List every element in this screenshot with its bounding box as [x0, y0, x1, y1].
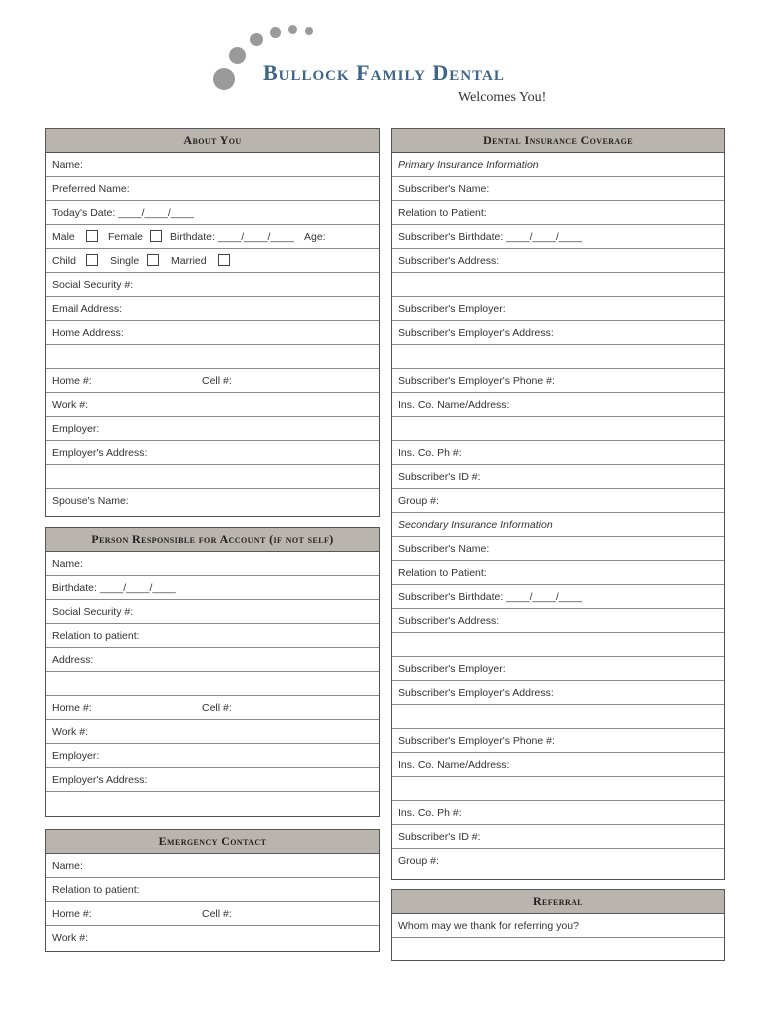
group-field[interactable] — [392, 489, 724, 513]
field-label: Group #: — [398, 495, 439, 507]
resp-employer-address-field[interactable] — [46, 768, 379, 792]
field-label: Employer: — [52, 750, 100, 762]
brand-name: Bullock Family Dental — [263, 60, 505, 85]
child-checkbox[interactable] — [86, 254, 98, 266]
field-label: Email Address: — [52, 303, 123, 315]
field-label: Relation to Patient: — [398, 567, 487, 579]
sec-subscriber-employer-phone-field[interactable] — [392, 729, 724, 753]
section-title: Dental Insurance Coverage — [392, 129, 724, 153]
ins-co-address-line2-field[interactable] — [392, 417, 724, 441]
female-label: Female — [108, 231, 144, 243]
emergency-work-phone-field[interactable] — [46, 926, 379, 950]
field-label: Subscriber's Employer's Address: — [398, 327, 554, 339]
cell-phone-field[interactable]: Cell #: — [202, 375, 232, 387]
home-phone-field[interactable]: Home #: — [52, 375, 92, 387]
section-title: About You — [46, 129, 379, 153]
employer-address-field[interactable] — [46, 441, 379, 465]
field-label: Ins. Co. Ph #: — [398, 807, 462, 819]
subscriber-employer-field[interactable] — [392, 297, 724, 321]
sec-subscriber-address-line2-field[interactable] — [392, 633, 724, 657]
spouse-name-field[interactable] — [46, 489, 379, 513]
home-address-field[interactable] — [46, 321, 379, 345]
insurance-section — [391, 128, 725, 880]
field-label: Subscriber's Birthdate: ____/____/____ — [398, 591, 583, 603]
field-label: Today's Date: ____/____/____ — [52, 207, 195, 219]
resp-cell-phone-field[interactable]: Cell #: — [202, 702, 232, 714]
field-label: Subscriber's Name: — [398, 543, 490, 555]
responsible-party-section — [45, 527, 380, 817]
sec-subscriber-name-field[interactable] — [392, 537, 724, 561]
field-label: Ins. Co. Name/Address: — [398, 759, 510, 771]
field-label: Subscriber's Employer's Phone #: — [398, 735, 555, 747]
section-title: Referral — [392, 890, 724, 914]
sec-subscriber-employer-field[interactable] — [392, 657, 724, 681]
field-label: Whom may we thank for referring you? — [398, 920, 579, 932]
sec-ins-co-name-field[interactable] — [392, 753, 724, 777]
subscriber-employer-address-field[interactable] — [392, 321, 724, 345]
name-field[interactable] — [46, 153, 379, 177]
subscriber-employer-address-line2-field[interactable] — [392, 345, 724, 369]
referral-field[interactable] — [392, 914, 724, 938]
field-label: Home Address: — [52, 327, 124, 339]
primary-insurance-heading — [392, 153, 724, 177]
relation-field[interactable] — [392, 201, 724, 225]
logo-dot — [250, 33, 263, 46]
resp-name-field[interactable] — [46, 552, 379, 576]
subscriber-address-line2-field[interactable] — [392, 273, 724, 297]
subscriber-id-field[interactable] — [392, 465, 724, 489]
logo-dot — [288, 25, 297, 34]
birthdate-field[interactable]: Birthdate: ____/____/____ — [170, 231, 294, 243]
sec-ins-co-phone-field[interactable] — [392, 801, 724, 825]
resp-ssn-field[interactable] — [46, 600, 379, 624]
field-label: Subscriber's ID #: — [398, 831, 481, 843]
field-label: Spouse's Name: — [52, 495, 129, 507]
sec-subscriber-birthdate-field[interactable] — [392, 585, 724, 609]
logo-dot — [229, 47, 246, 64]
status-row — [46, 249, 379, 273]
field-label: Subscriber's Address: — [398, 615, 500, 627]
resp-work-phone-field[interactable] — [46, 720, 379, 744]
resp-home-phone-field[interactable]: Home #: — [52, 702, 92, 714]
emergency-name-field[interactable] — [46, 854, 379, 878]
field-label: Work #: — [52, 399, 88, 411]
sec-relation-field[interactable] — [392, 561, 724, 585]
ins-co-name-field[interactable] — [392, 393, 724, 417]
field-label: Subscriber's ID #: — [398, 471, 481, 483]
emergency-contact-section — [45, 829, 380, 952]
sec-subscriber-employer-address-line2-field[interactable] — [392, 705, 724, 729]
sec-subscriber-id-field[interactable] — [392, 825, 724, 849]
male-label: Male — [52, 231, 75, 243]
field-label: Ins. Co. Ph #: — [398, 447, 462, 459]
subscriber-birthdate-field[interactable] — [392, 225, 724, 249]
referral-section — [391, 889, 725, 961]
field-label: Employer's Address: — [52, 774, 148, 786]
field-label: Subscriber's Employer's Address: — [398, 687, 554, 699]
subscriber-employer-phone-field[interactable] — [392, 369, 724, 393]
preferred-name-field[interactable] — [46, 177, 379, 201]
field-label: Ins. Co. Name/Address: — [398, 399, 510, 411]
field-label: Subscriber's Name: — [398, 183, 490, 195]
field-label: Subscriber's Birthdate: ____/____/____ — [398, 231, 583, 243]
field-label: Work #: — [52, 726, 88, 738]
married-checkbox[interactable] — [218, 254, 230, 266]
field-label: Secondary Insurance Information — [398, 519, 553, 531]
resp-birthdate-field[interactable] — [46, 576, 379, 600]
gender-birthdate-row — [46, 225, 379, 249]
field-label: Social Security #: — [52, 606, 134, 618]
emergency-relation-field[interactable] — [46, 878, 379, 902]
section-title: Emergency Contact — [46, 830, 379, 854]
logo-dot — [270, 27, 281, 38]
phone-row — [46, 369, 379, 393]
field-label: Relation to Patient: — [398, 207, 487, 219]
emergency-home-phone-field[interactable]: Home #: — [52, 908, 92, 920]
field-label: Subscriber's Employer's Phone #: — [398, 375, 555, 387]
resp-employer-field[interactable] — [46, 744, 379, 768]
sec-subscriber-employer-address-field[interactable] — [392, 681, 724, 705]
subscriber-address-field[interactable] — [392, 249, 724, 273]
work-phone-field[interactable] — [46, 393, 379, 417]
employer-field[interactable] — [46, 417, 379, 441]
sec-ins-co-address-line2-field[interactable] — [392, 777, 724, 801]
field-label: Address: — [52, 654, 94, 666]
resp-phone-row — [46, 696, 379, 720]
sec-subscriber-address-field[interactable] — [392, 609, 724, 633]
secondary-insurance-heading — [392, 513, 724, 537]
resp-employer-address-line2-field[interactable] — [46, 792, 379, 816]
email-field[interactable] — [46, 297, 379, 321]
single-label: Single — [110, 255, 140, 267]
field-label: Relation to patient: — [52, 630, 140, 642]
resp-address-field[interactable] — [46, 648, 379, 672]
resp-address-line2-field[interactable] — [46, 672, 379, 696]
field-label: Social Security #: — [52, 279, 134, 291]
subscriber-name-field[interactable] — [392, 177, 724, 201]
referral-line2-field[interactable] — [392, 938, 724, 962]
field-label: Preferred Name: — [52, 183, 130, 195]
field-label: Subscriber's Address: — [398, 255, 500, 267]
married-label: Married — [171, 255, 207, 267]
age-field[interactable]: Age: — [304, 231, 326, 243]
logo-dot — [305, 27, 313, 35]
resp-relation-field[interactable] — [46, 624, 379, 648]
male-checkbox[interactable] — [86, 230, 98, 242]
emergency-phone-row — [46, 902, 379, 926]
home-address-line2-field[interactable] — [46, 345, 379, 369]
female-checkbox[interactable] — [150, 230, 162, 242]
field-label: Relation to patient: — [52, 884, 140, 896]
todays-date-field[interactable] — [46, 201, 379, 225]
single-checkbox[interactable] — [147, 254, 159, 266]
field-label: Employer: — [52, 423, 100, 435]
field-label: Employer's Address: — [52, 447, 148, 459]
about-you-section — [45, 128, 380, 517]
field-label: Primary Insurance Information — [398, 159, 539, 171]
employer-address-line2-field[interactable] — [46, 465, 379, 489]
section-title: Person Responsible for Account (if not self) — [46, 528, 379, 552]
ssn-field[interactable] — [46, 273, 379, 297]
tagline: Welcomes You! — [458, 90, 547, 105]
field-label: Name: — [52, 860, 83, 872]
field-label: Name: — [52, 558, 83, 570]
sec-group-field[interactable] — [392, 849, 724, 873]
field-label: Subscriber's Employer: — [398, 663, 506, 675]
child-label: Child — [52, 255, 76, 267]
field-label: Group #: — [398, 855, 439, 867]
field-label: Birthdate: ____/____/____ — [52, 582, 176, 594]
field-label: Subscriber's Employer: — [398, 303, 506, 315]
field-label: Work #: — [52, 932, 88, 944]
logo-dot — [213, 68, 235, 90]
emergency-cell-phone-field[interactable]: Cell #: — [202, 908, 232, 920]
field-label: Name: — [52, 159, 83, 171]
ins-co-phone-field[interactable] — [392, 441, 724, 465]
